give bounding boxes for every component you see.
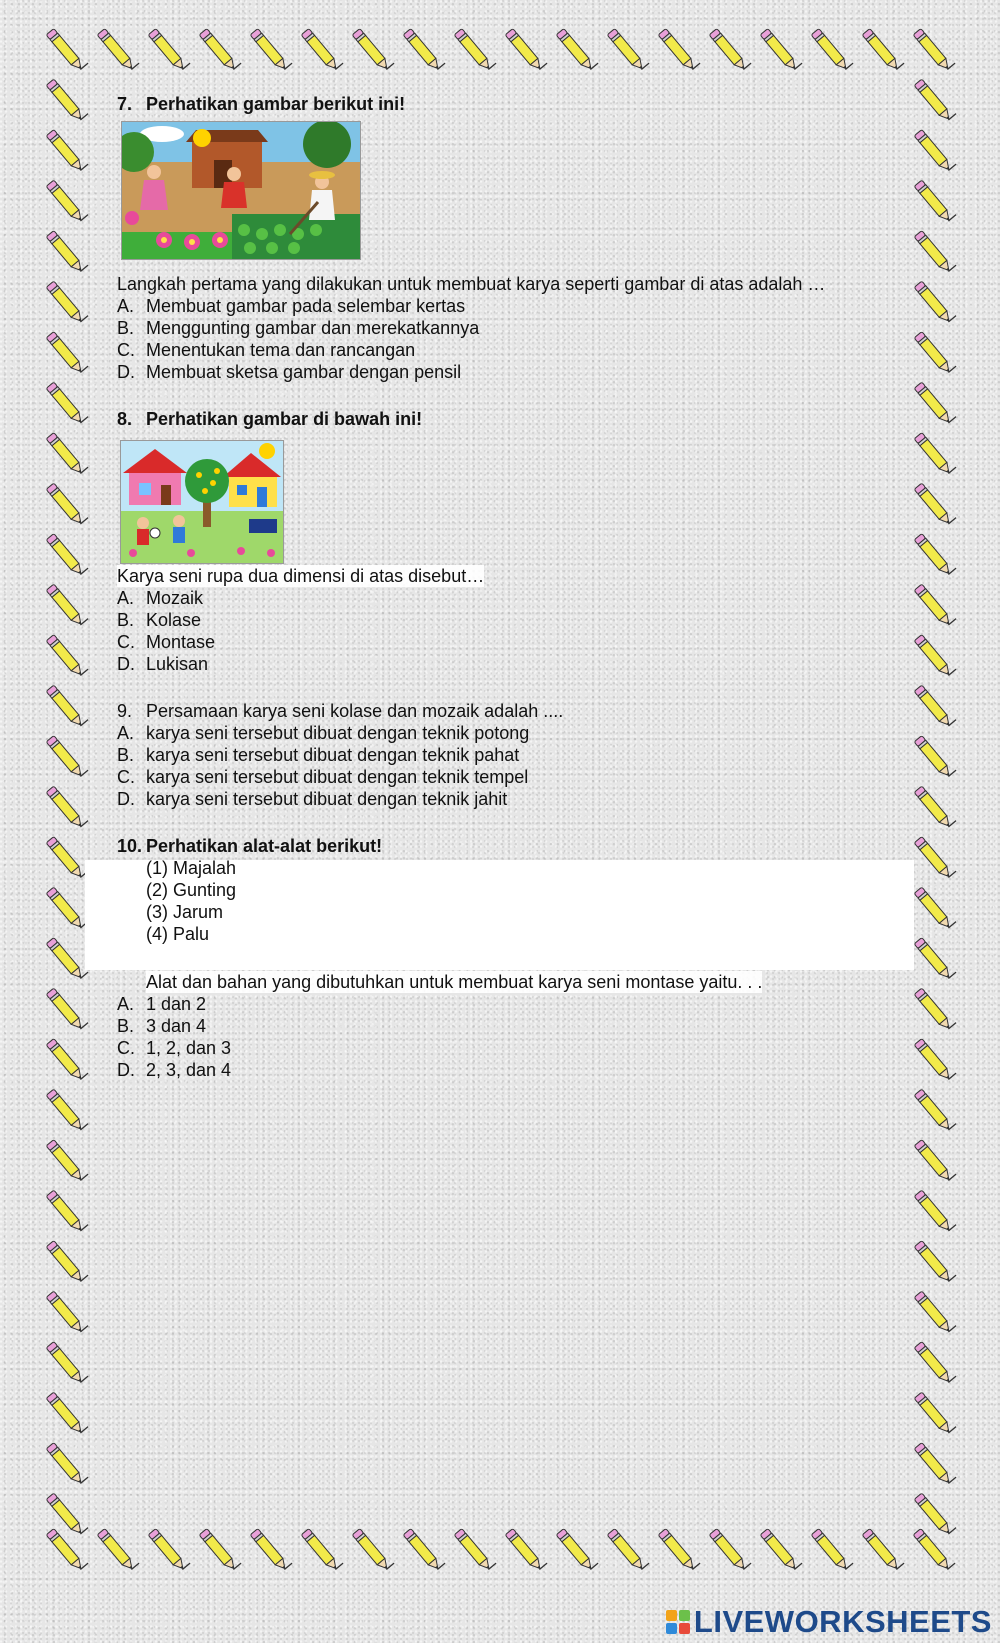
q10-option-c: C. 1, 2, dan 3 — [117, 1038, 232, 1058]
q8-option-a: A. Mozaik — [117, 588, 204, 608]
q9-option-d: D. karya seni tersebut dibuat dengan teknik jahit — [117, 789, 508, 809]
q9-option-a: A. karya seni tersebut dibuat dengan teknik potong — [117, 723, 530, 743]
q7-prompt: 7. Perhatikan gambar berikut ini! — [117, 94, 406, 114]
q10-item-3: (3) Jarum — [146, 902, 224, 922]
liveworksheets-logo-icon — [666, 1610, 690, 1634]
q10-item-1: (1) Majalah — [146, 858, 237, 878]
brand-text: LIVEWORKSHEETS — [693, 1604, 992, 1639]
q8-question: Karya seni rupa dua dimensi di atas disebut… — [117, 566, 485, 586]
q7-question: Langkah pertama yang dilakukan untuk membuat karya seperti gambar di atas adalah … — [117, 274, 826, 294]
q7-option-c: C. Menentukan tema dan rancangan — [117, 340, 416, 360]
q10-option-d: D. 2, 3, dan 4 — [117, 1060, 232, 1080]
q7-option-d: D. Membuat sketsa gambar dengan pensil — [117, 362, 462, 382]
q8-prompt: 8. Perhatikan gambar di bawah ini! — [117, 409, 423, 429]
q9-option-b: B. karya seni tersebut dibuat dengan teknik pahat — [117, 745, 520, 765]
q8-option-b: B. Kolase — [117, 610, 202, 630]
liveworksheets-brand[interactable] — [666, 1604, 992, 1640]
q9-option-c: C. karya seni tersebut dibuat dengan teknik tempel — [117, 767, 529, 787]
q10-item-4: (4) Palu — [146, 924, 210, 944]
q10-question: Alat dan bahan yang dibutuhkan untuk membuat karya seni montase yaitu. . . — [146, 972, 763, 992]
q9-question: 9. Persamaan karya seni kolase dan mozaik adalah .... — [117, 701, 564, 721]
q8-option-d: D. Lukisan — [117, 654, 209, 674]
q10-option-a: A. 1 dan 2 — [117, 994, 207, 1014]
q10-prompt: 10. Perhatikan alat-alat berikut! — [117, 836, 383, 856]
q10-option-b: B. 3 dan 4 — [117, 1016, 207, 1036]
q8-image-painting — [120, 440, 284, 564]
q7-option-a: A. Membuat gambar pada selembar kertas — [117, 296, 466, 316]
q7-option-b: B. Menggunting gambar dan merekatkannya — [117, 318, 480, 338]
q10-item-2: (2) Gunting — [146, 880, 237, 900]
q7-image-gardening — [121, 121, 361, 260]
q8-option-c: C. Montase — [117, 632, 216, 652]
